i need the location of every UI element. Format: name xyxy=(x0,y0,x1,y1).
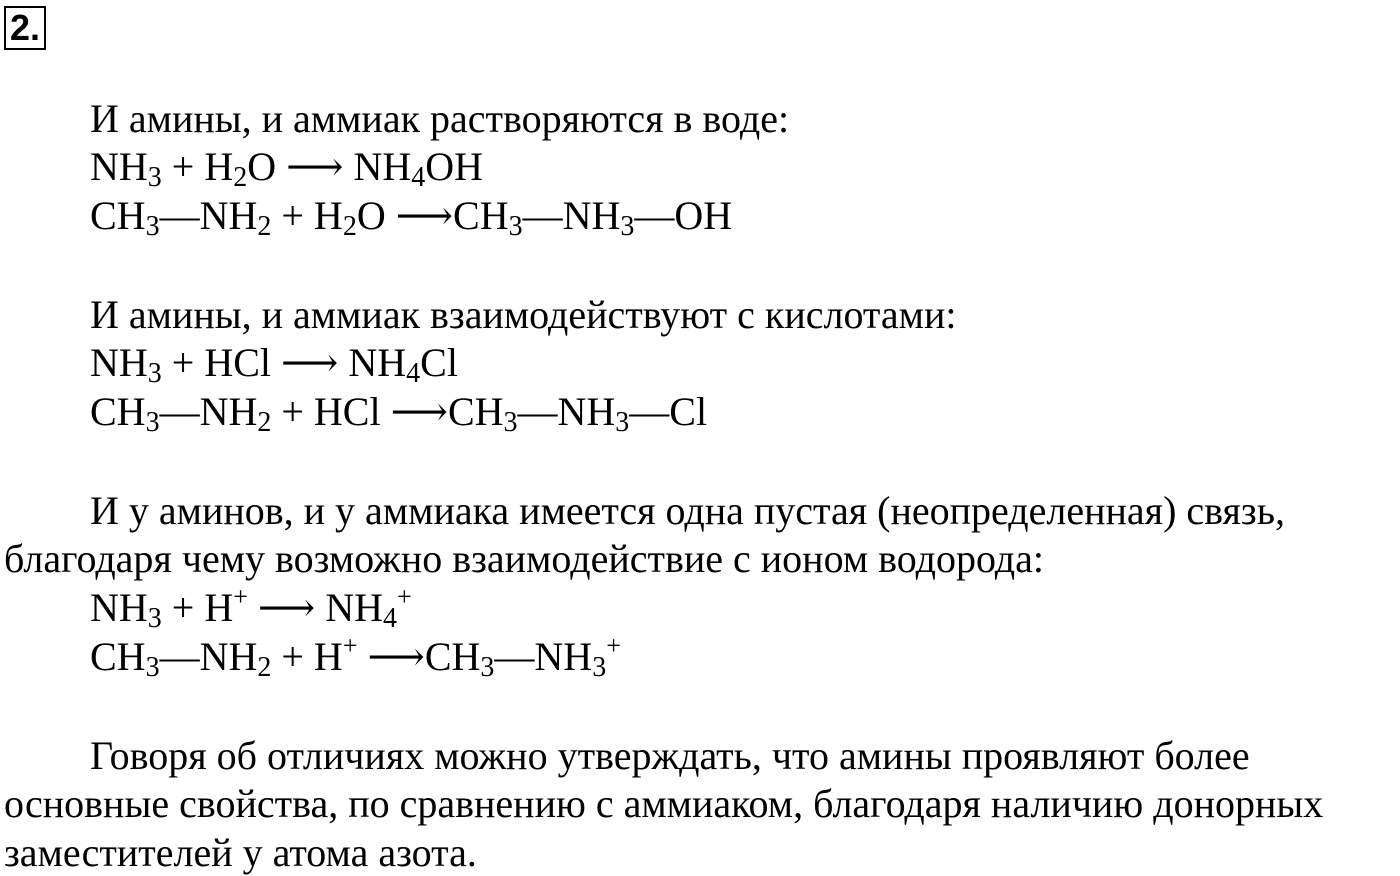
equation-methylamine-hplus: $CH_3—NH_2 + H^+$ $⟶CH_3—NH_3^+$ xyxy=(90,631,621,683)
conclusion-line1: Говоря об отличиях можно утверждать, что амины проявляют более xyxy=(90,733,1250,778)
equation-methylamine-hcl: $CH_3—NH_2$ + HCl $⟶CH_3—NH_3—Cl$ xyxy=(90,389,708,438)
intro-hydrogen-ion-line1: И у аминов, и у аммиака имеется одна пустая (неопределенная) связь, xyxy=(90,488,1285,533)
equation-ammonia-hcl: $NH_3$ + HCl ⟶ $NH_4Cl$ xyxy=(90,340,458,389)
task-number: 2. xyxy=(4,6,46,50)
equation-ammonia-hplus: $NH_3 + H^+$ ⟶ $NH_4^+$ xyxy=(90,582,412,634)
conclusion-line2: основные свойства, по сравнению с аммиаком, благодаря наличию донорных xyxy=(4,781,1324,826)
intro-dissolve-in-water: И амины, и аммиак растворяются в воде: xyxy=(90,96,790,141)
equation-ammonia-water: $NH_3 + H_2O$ ⟶ $NH_4OH$ xyxy=(90,144,484,193)
conclusion-line3: заместителей у атома азота. xyxy=(4,830,477,875)
equation-methylamine-water: $CH_3—NH_2 + H_2O$ $⟶CH_3—NH_3—OH$ xyxy=(90,193,733,242)
intro-react-with-acids: И амины, и аммиак взаимодействуют с кислотами: xyxy=(90,292,957,337)
intro-hydrogen-ion-line2: благодаря чему возможно взаимодействие с ионом водорода: xyxy=(4,536,1045,581)
